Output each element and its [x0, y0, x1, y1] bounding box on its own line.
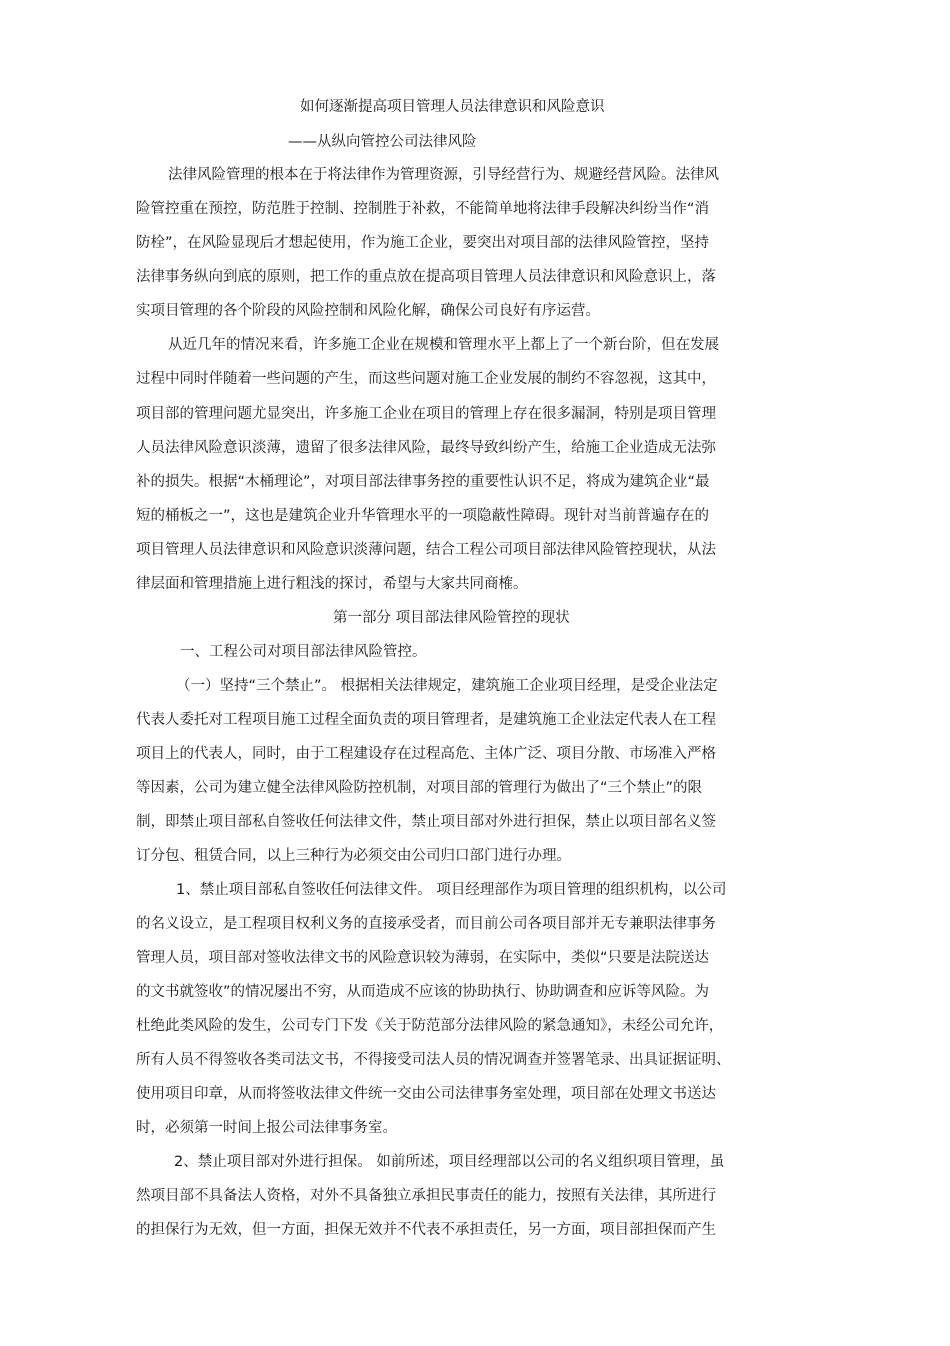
text-line: 险管控重在预控，防范胜于控制、控制胜于补救，不能简单地将法律手段解决纠纷当作“消 [136, 201, 710, 217]
text-line: 的名义设立，是工程项目权利义务的直接承受者，而目前公司各项目部并无专兼职法律事务 [136, 916, 716, 932]
text-line: 法律事务纵向到底的原则，把工作的重点放在提高项目管理人员法律意识和风险意识上，落 [136, 269, 716, 285]
text-line: 从近几年的情况来看，许多施工企业在规模和管理水平上都上了一个新台阶，但在发展 [168, 337, 719, 353]
text-line: 所有人员不得签收各类司法文书，不得接受司法人员的情况调查并签署笔录、出具证据证明、 [136, 1052, 731, 1068]
document-subtitle: ——从纵向管控公司法律风险 [288, 134, 477, 150]
text-line: 订分包、租赁合同，以上三种行为必须交由公司归口部门进行办理。 [136, 848, 571, 864]
text-line: 1、禁止项目部私自签收任何法律文件。 项目经理部作为项目管理的组织机构，以公司 [176, 882, 727, 898]
text-line: 的担保行为无效，但一方面，担保无效并不代表不承担责任，另一方面，项目部担保而产生 [136, 1222, 716, 1238]
text-line: 律层面和管理措施上进行粗浅的探讨，希望与大家共同商榷。 [136, 576, 528, 592]
section-heading: 第一部分 项目部法律风险管控的现状 [333, 610, 570, 626]
text-line: 法律风险管理的根本在于将法律作为管理资源，引导经营行为、规避经营风险。法律风 [168, 167, 719, 183]
document-title: 如何逐渐提高项目管理人员法律意识和风险意识 [300, 99, 605, 115]
text-line: 管理人员，项目部对签收法律文书的风险意识较为薄弱，在实际中，类似“只要是法院送达 [136, 950, 710, 966]
text-line: 时，必须第一时间上报公司法律事务室。 [136, 1120, 397, 1136]
text-line: 项目部的管理问题尤显突出，许多施工企业在项目的管理上存在很多漏洞，特别是项目管理 [136, 406, 716, 422]
text-line: 一、工程公司对项目部法律风险管控。 [180, 644, 427, 660]
text-line: （一）坚持“三个禁止”。 根据相关法律规定，建筑施工企业项目经理，是受企业法定 [176, 678, 718, 694]
text-line: 使用项目印章，从而将签收法律文件统一交由公司法律事务室处理，项目部在处理文书送达 [136, 1086, 716, 1102]
text-line: 杜绝此类风险的发生，公司专门下发《关于防范部分法律风险的紧急通知》，未经公司允许， [136, 1018, 724, 1034]
text-line: 短的桶板之一”，这也是建筑企业升华管理水平的一项隐蔽性障碍。现针对当前普遍存在的 [136, 508, 710, 524]
text-line: 过程中同时伴随着一些问题的产生，而这些问题对施工企业发展的制约不容忽视，这其中， [136, 371, 716, 387]
text-line: 等因素，公司为建立健全法律风险防控机制，对项目部的管理行为做出了“三个禁止”的限 [136, 780, 703, 796]
text-line: 2、禁止项目部对外进行担保。 如前所述，项目经理部以公司的名义组织项目管理，虽 [174, 1154, 725, 1170]
text-line: 代表人委托对工程项目施工过程全面负责的项目管理者，是建筑施工企业法定代表人在工程 [136, 712, 716, 728]
text-line: 防栓”，在风险显现后才想起使用，作为施工企业，要突出对项目部的法律风险管控，坚持 [136, 235, 710, 251]
text-line: 项目管理人员法律意识和风险意识淡薄问题，结合工程公司项目部法律风险管控现状，从法 [136, 542, 716, 558]
text-line: 补的损失。根据“木桶理论”，对项目部法律事务控的重要性认识不足，将成为建筑企业“最 [136, 474, 710, 490]
text-line: 制，即禁止项目部私自签收任何法律文件，禁止项目部对外进行担保，禁止以项目部名义签 [136, 814, 716, 830]
text-line: 然项目部不具备法人资格，对外不具备独立承担民事责任的能力，按照有关法律，其所进行 [136, 1188, 716, 1204]
text-line: 项目上的代表人，同时，由于工程建设存在过程高危、主体广泛、项目分散、市场准入严格 [136, 746, 716, 762]
text-line: 的文书就签收”的情况屡出不穷，从而造成不应该的协助执行、协助调查和应诉等风险。为 [136, 984, 710, 1000]
text-line: 人员法律风险意识淡薄，遗留了很多法律风险，最终导致纠纷产生，给施工企业造成无法弥 [136, 440, 716, 456]
text-line: 实项目管理的各个阶段的风险控制和风险化解，确保公司良好有序运营。 [136, 303, 600, 319]
